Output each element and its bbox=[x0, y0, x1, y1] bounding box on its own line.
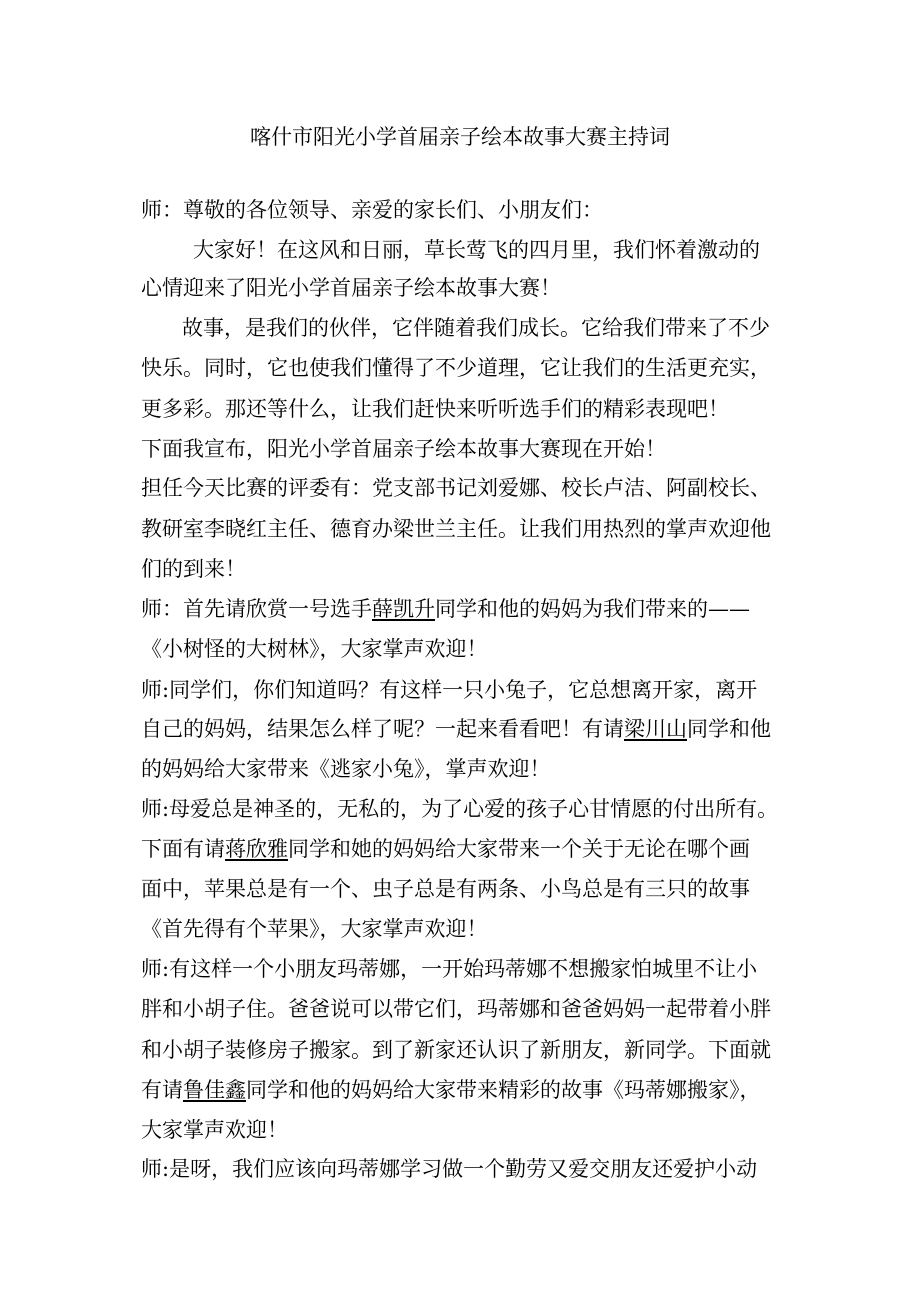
text-line: 师：尊敬的各位领导、亲爱的家长们、小朋友们： bbox=[141, 198, 603, 222]
text-line: 师:是呀，我们应该向玛蒂娜学习做一个勤劳又爱交朋友还爱护小动 bbox=[141, 1157, 758, 1181]
text-line: 担任今天比赛的评委有：党支部书记刘爱娜、校长卢洁、阿副校长、 bbox=[141, 476, 771, 500]
text-line: 师：首先请欣赏一号选手薛凯升同学和他的妈妈为我们带来的—— bbox=[141, 597, 750, 621]
text-line: 面中，苹果总是有一个、虫子总是有两条、小鸟总是有三只的故事 bbox=[141, 877, 750, 901]
text-line: 故事，是我们的伙伴，它伴随着我们成长。它给我们带来了不少 bbox=[182, 316, 770, 340]
text-line: 师:有这样一个小朋友玛蒂娜，一开始玛蒂娜不想搬家怕城里不让小 bbox=[141, 957, 758, 981]
contestant-name: 鲁佳鑫 bbox=[183, 1078, 246, 1102]
text-line: 教研室李晓红主任、德育办梁世兰主任。让我们用热烈的掌声欢迎他 bbox=[141, 517, 771, 541]
text-line: 大家掌声欢迎！ bbox=[141, 1118, 288, 1142]
text-line: 胖和小胡子住。爸爸说可以带它们，玛蒂娜和爸爸妈妈一起带着小胖 bbox=[141, 997, 771, 1021]
text-line: 心情迎来了阳光小学首届亲子绘本故事大赛！ bbox=[141, 276, 561, 300]
text-line: 下面有请蒋欣雅同学和她的妈妈给大家带来一个关于无论在哪个画 bbox=[141, 837, 750, 861]
text-line: 快乐。同时，它也使我们懂得了不少道理，它让我们的生活更充实， bbox=[141, 356, 771, 380]
text-line: 和小胡子装修房子搬家。到了新家还认识了新朋友，新同学。下面就 bbox=[141, 1038, 771, 1062]
text-line: 有请鲁佳鑫同学和他的妈妈给大家带来精彩的故事《玛蒂娜搬家》， bbox=[141, 1078, 761, 1102]
text-line: 《首先得有个苹果》，大家掌声欢迎！ bbox=[141, 917, 488, 941]
contestant-name: 梁川山 bbox=[624, 717, 687, 741]
text-line: 《小树怪的大树林》，大家掌声欢迎！ bbox=[141, 637, 488, 661]
contestant-name: 薛凯升 bbox=[372, 597, 435, 621]
contestant-name: 蒋欣雅 bbox=[225, 837, 288, 861]
text-line: 更多彩。那还等什么，让我们赶快来听听选手们的精彩表现吧！ bbox=[141, 397, 729, 421]
text-line: 大家好！在这风和日丽，草长莺飞的四月里，我们怀着激动的 bbox=[193, 238, 760, 262]
text-line: 的妈妈给大家带来《逃家小兔》，掌声欢迎！ bbox=[141, 757, 551, 781]
text-line: 自己的妈妈，结果怎么样了呢？一起来看看吧！有请梁川山同学和他 bbox=[141, 717, 771, 741]
text-line: 下面我宣布，阳光小学首届亲子绘本故事大赛现在开始！ bbox=[141, 437, 666, 461]
text-line: 师:母爱总是神圣的，无私的，为了心爱的孩子心甘情愿的付出所有。 bbox=[141, 797, 779, 821]
text-line: 们的到来！ bbox=[141, 557, 246, 581]
text-line: 师:同学们，你们知道吗？有这样一只小兔子，它总想离开家，离开 bbox=[141, 678, 758, 702]
document-title: 喀什市阳光小学首届亲子绘本故事大赛主持词 bbox=[250, 125, 670, 149]
